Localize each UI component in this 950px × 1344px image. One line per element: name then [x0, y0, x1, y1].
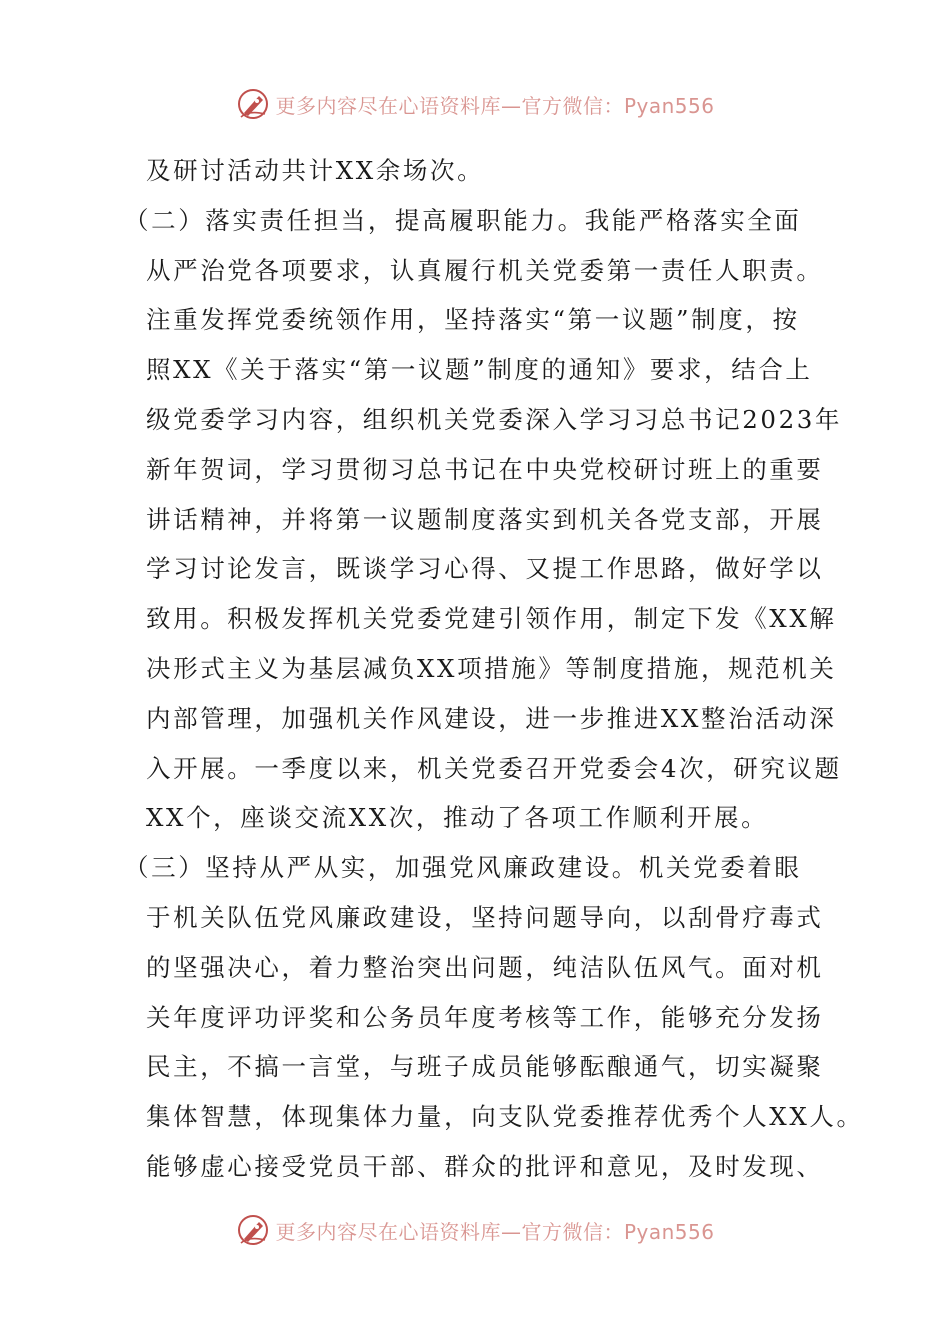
pen-nib-logo-icon — [235, 1212, 271, 1248]
body-text — [124, 146, 864, 1192]
footer-banner-text: 更多内容尽在心语资料库—官方微信：Pyan556 — [275, 1219, 715, 1244]
text-line: 民主，不搞一言堂，与班子成员能够酝酿通气，切实凝聚 — [146, 1052, 824, 1082]
pen-nib-logo-icon — [235, 86, 271, 122]
text-line: 决形式主义为基层减负XX项措施》等制度措施，规范机关 — [146, 653, 837, 683]
text-line: 讲话精神，并将第一议题制度落实到机关各党支部，开展 — [146, 504, 824, 534]
text-line: 关年度评功评奖和公务员年度考核等工作，能够充分发扬 — [146, 1002, 824, 1032]
text-line: 内部管理，加强机关作风建设，进一步推进XX整治活动深 — [146, 703, 837, 733]
text-line: 的坚强决心，着力整治突出问题，纯洁队伍风气。面对机 — [146, 952, 824, 982]
text-line: 于机关队伍党风廉政建设，坚持问题导向，以刮骨疗毒式 — [146, 902, 824, 932]
header-banner-text: 更多内容尽在心语资料库—官方微信：Pyan556 — [275, 93, 715, 118]
text-line: 学习讨论发言，既谈学习心得、又提工作思路，做好学以 — [146, 554, 824, 584]
footer-banner — [0, 1210, 950, 1250]
text-line: 从严治党各项要求，认真履行机关党委第一责任人职责。 — [146, 255, 824, 285]
text-line: 新年贺词，学习贯彻习总书记在中央党校研讨班上的重要 — [146, 454, 824, 484]
text-line: 集体智慧，体现集体力量，向支队党委推荐优秀个人XX人。 — [146, 1102, 864, 1132]
text-line: 及研讨活动共计XX余场次。 — [146, 156, 485, 185]
text-line: XX个，座谈交流XX次，推动了各项工作顺利开展。 — [146, 803, 769, 833]
text-line: 级党委学习内容，组织机关党委深入学习习总书记2023年 — [146, 404, 843, 434]
text-line: （二）落实责任担当，提高履职能力。我能严格落实全面 — [124, 205, 802, 235]
text-line: 入开展。一季度以来，机关党委召开党委会4次，研究议题 — [146, 753, 842, 783]
text-line: 注重发挥党委统领作用，坚持落实“第一议题”制度，按 — [146, 305, 800, 335]
text-line: （三）坚持从严从实，加强党风廉政建设。机关党委着眼 — [124, 853, 802, 883]
text-line: 能够虚心接受党员干部、群众的批评和意见，及时发现、 — [146, 1151, 824, 1181]
text-line: 照XX《关于落实“第一议题”制度的通知》要求，结合上 — [146, 355, 813, 385]
header-banner — [0, 84, 950, 124]
text-line: 致用。积极发挥机关党委党建引领作用，制定下发《XX解 — [146, 604, 837, 634]
